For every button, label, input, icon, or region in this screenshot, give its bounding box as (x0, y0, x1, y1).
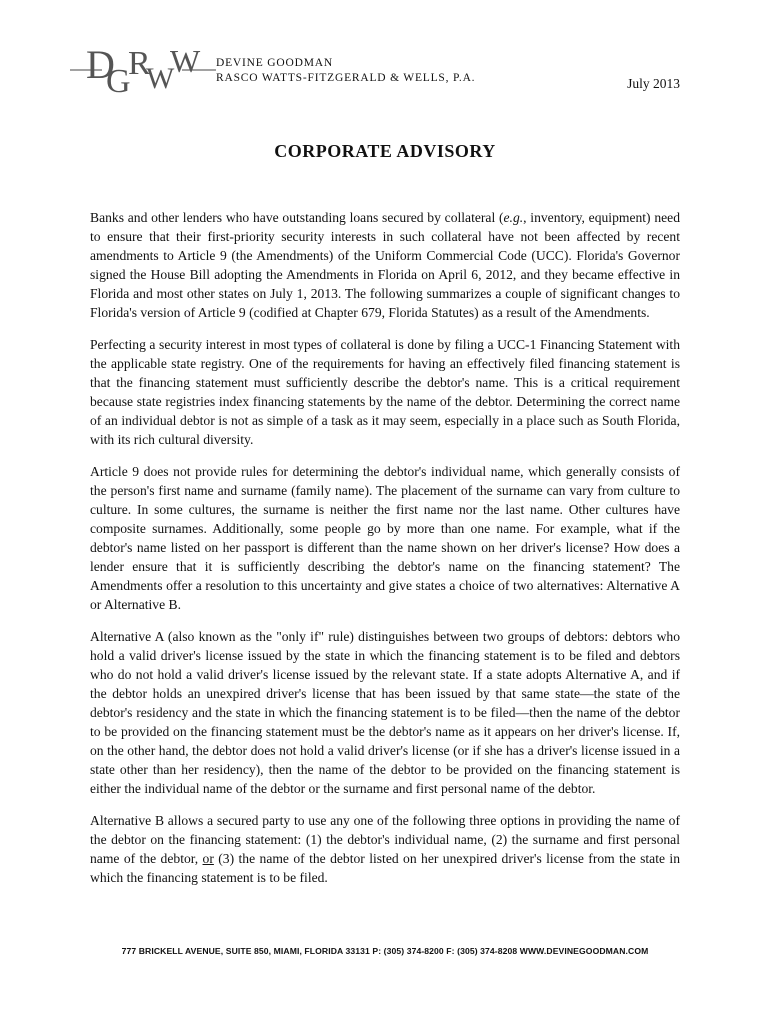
paragraph-2: Perfecting a security interest in most types of collateral is done by filing a UCC-1 Financing Statement with the applicable state registry. One of the requirements for having an effectively filed financing statement is that the financing statement must sufficiently describe the debtor's name. This is a critical requirement because state registries index financing statements by the name of the debtor. Determining the correct name of an individual debtor is not as simple of a task as it may seem, especially in a place such as South Florida, with its rich cultural diversity. (90, 337, 680, 447)
paragraph-1: Banks and other lenders who have outstanding loans secured by collateral (e.g., inventory, equipment) need to ensure that their first-priority security interests in such collateral have not been affected by recent amendments to Article 9 (the Amendments) of the Uniform Commercial Code (UCC). Florida's Governor signed the House Bill adopting the Amendments in Florida on April 6, 2012, and they became effective in Florida and most other states on July 1, 2013. The following summarizes a couple of significant changes to Florida's version of Article 9 (codified at Chapter 679, Florida Statutes) as a result of the Amendments. (90, 210, 681, 320)
svg-text:G: G (106, 63, 131, 100)
paragraph-5: Alternative B allows a secured party to use any one of the following three options in providing the name of the debtor on the financing statement: (1) the debtor's individual name, (2) the surname and first personal name of the debtor, or (3) the name of the debtor listed on her unexpired driver's license from the state in which the financing statement is to be filed. (90, 813, 681, 885)
firm-name-line2: RASCO WATTS-FITZGERALD & WELLS, P.A. (216, 72, 476, 84)
document-date: July 2013 (627, 76, 680, 91)
svg-text:D: D (86, 42, 115, 87)
firm-name-line1: DEVINE GOODMAN (216, 57, 333, 69)
paragraph-3: Article 9 does not provide rules for determining the debtor's individual name, which generally consists of the person's first name and surname (family name). The placement of the surname can vary from culture to culture. In some cultures, the surname is neither the first name nor the last name. Other cultures have composite surnames. Additionally, some people go by more than one name. For example, what if the debtor's name listed on her passport is different than the name shown on her driver's license? How does a lender ensure that it is sufficiently describing the debtor's name on the financing statement? The Amendments offer a resolution to this uncertainty and give states a choice of two alternatives: Alternative A or Alternative B. (90, 464, 680, 612)
svg-text:R: R (128, 45, 151, 82)
document-body (90, 208, 680, 900)
paragraph-4: Alternative A (also known as the "only if" rule) distinguishes between two groups of debtors: debtors who hold a valid driver's license issued by the state in which the financing statement is to be filed and debtors who do not hold a valid driver's license issued by the relevant state. If a state adopts Alternative A, and if the debtor holds an unexpired driver's license that has been issued by that same state—the state of the debtor's residency and the state in which the financing statement is to be filed—then the name of the debtor to be provided on the financing statement must be the debtor's name as it appears on her driver's license. If, on the other hand, the debtor does not hold a valid driver's license (or if she has a driver's license issued in a state other than her residency), then the name of the debtor to be provided on the financing statement is either the individual name of the debtor or the surname and first personal name of the debtor. (90, 629, 680, 796)
document-title: CORPORATE ADVISORY (274, 141, 496, 161)
svg-text:W: W (146, 62, 175, 95)
footer-address: 777 BRICKELL AVENUE, SUITE 850, MIAMI, FLORIDA 33131 P: (305) 374-8200 F: (305) 374-8208 WWW.DEVINEGOODMAN.COM (121, 946, 649, 956)
svg-text:W: W (170, 43, 201, 79)
firm-name (216, 56, 475, 86)
